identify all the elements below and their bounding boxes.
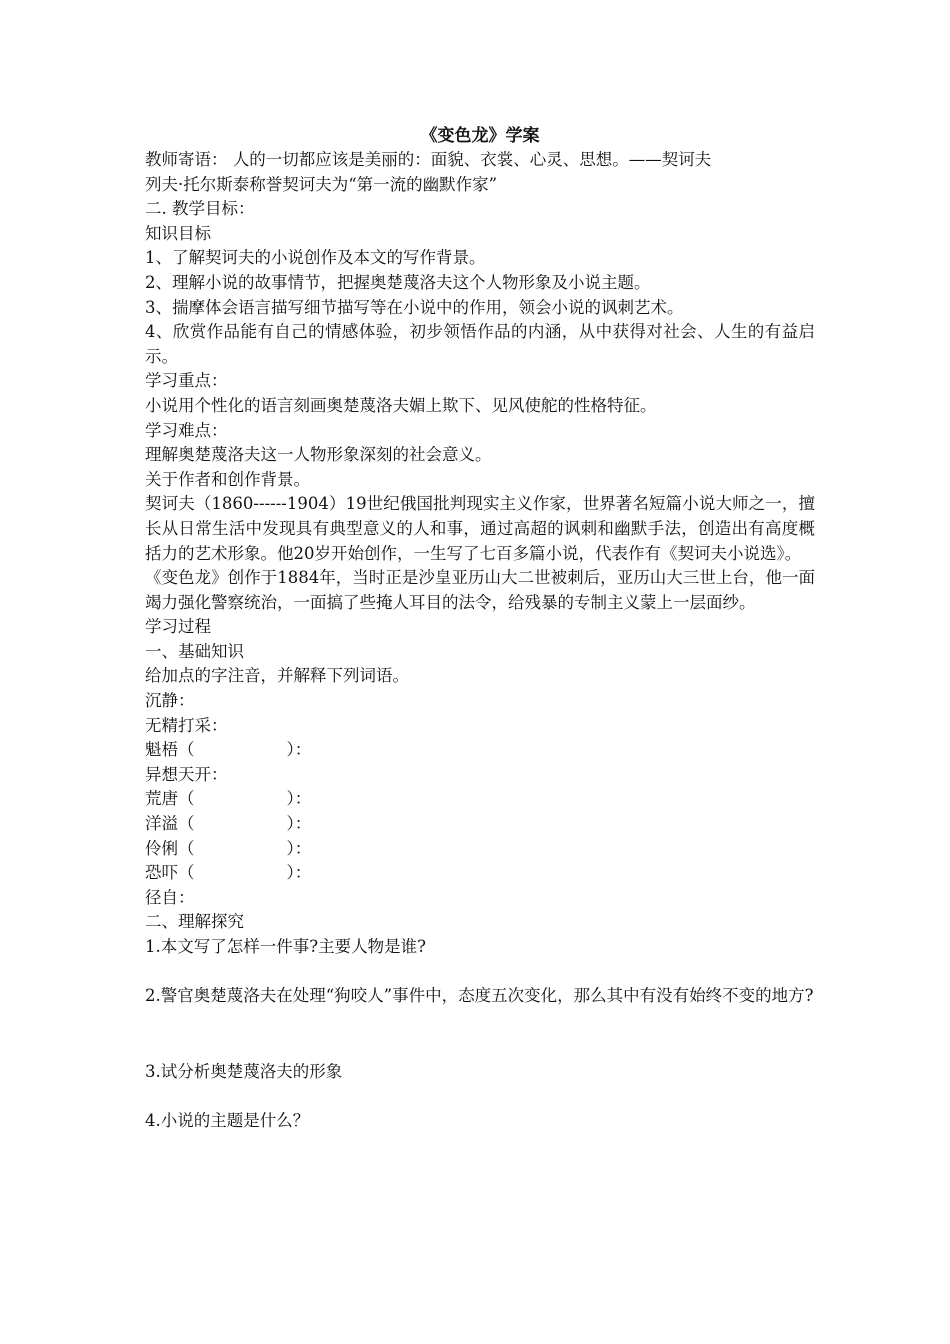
vocab-close: ）： [286, 789, 312, 809]
process-heading: 学习过程 [145, 617, 211, 637]
vocab-item [145, 738, 815, 763]
vocab-word: 洋溢（ [145, 814, 195, 834]
question-1: 1.本文写了怎样一件事?主要人物是谁? [145, 937, 426, 956]
author-paragraph: 契诃夫（1860------1904）19世纪俄国批判现实主义作家，世界著名短篇小说大师之一，擅长从日常生活中发现具有典型意义的人和事，通过高超的讽刺和幽默手法，创造出有高度概括力的艺术形象。他20岁开始创作，一生写了七百多篇小说，代表作有《契诃夫小说选》。 [145, 494, 815, 563]
background-heading: 关于作者和创作背景。 [145, 469, 310, 489]
vocab-close: ）： [286, 838, 312, 858]
background-paragraph: 《变色龙》创作于1884年，当时正是沙皇亚历山大二世被刺后，亚历山大三世上台，他一面竭力强化警察统治，一面搞了些掩人耳目的法令，给残暴的专制主义蒙上一层面纱。 [145, 568, 815, 612]
answer-space[interactable] [145, 1085, 815, 1109]
vocab-item [145, 763, 815, 788]
goal-item: 1、了解契诃夫的小说创作及本文的写作背景。 [145, 248, 486, 268]
vocab-word: 荒唐（ [145, 789, 195, 809]
vocab-item [145, 812, 815, 837]
teacher-message: 教师寄语： 人的一切都应该是美丽的：面貌、衣裳、心灵、思想。——契诃夫 [145, 150, 712, 169]
vocab-item [145, 787, 815, 812]
goal-item: 3、揣摩体会语言描写细节描写等在小说中的作用，领会小说的讽刺艺术。 [145, 297, 684, 317]
difficulty: 理解奥楚蔑洛夫这一人物形象深刻的社会意义。 [145, 445, 492, 465]
vocab-item [145, 886, 815, 911]
goal-item: 2、理解小说的故事情节，把握奥楚蔑洛夫这个人物形象及小说主题。 [145, 272, 651, 292]
tolstoy-quote: 列夫·托尔斯泰称誉契诃夫为“第一流的幽默作家” [145, 174, 498, 194]
vocab-word: 沉静： [145, 691, 195, 711]
question-3: 3.试分析奥楚蔑洛夫的形象 [145, 1062, 343, 1082]
vocab-word: 伶俐（ [145, 838, 195, 858]
goal-item: 4、欣赏作品能有自己的情感体验，初步领悟作品的内涵，从中获得对社会、人生的有益启示。 [145, 322, 815, 366]
knowledge-heading: 知识目标 [145, 223, 211, 243]
vocab-word: 魁梧（ [145, 740, 195, 760]
key-point: 小说用个性化的语言刻画奥楚蔑洛夫媚上欺下、见风使舵的性格特征。 [145, 395, 657, 415]
vocab-item [145, 837, 815, 862]
vocab-item [145, 689, 815, 714]
key-point-heading: 学习重点： [145, 371, 228, 391]
answer-space[interactable] [145, 1008, 815, 1060]
vocab-close: ）： [286, 740, 312, 760]
vocab-word: 恐吓（ [145, 863, 195, 883]
explore-heading: 二、理解探究 [145, 912, 244, 932]
vocab-close: ）： [286, 863, 312, 883]
vocab-instruction: 给加点的字注音，并解释下列词语。 [145, 666, 409, 686]
goals-heading: 二. 教学目标： [145, 199, 255, 219]
basic-heading: 一、基础知识 [145, 641, 244, 661]
vocab-word: 异想天开： [145, 764, 228, 784]
difficulty-heading: 学习难点： [145, 420, 228, 440]
question-4: 4.小说的主题是什么？ [145, 1110, 310, 1130]
vocab-close: ）： [286, 814, 312, 834]
vocab-word: 无精打采： [145, 715, 228, 735]
question-2: 2.警官奥楚蔑洛夫在处理“狗咬人”事件中，态度五次变化，那么其中有没有始终不变的地方? [145, 985, 814, 1005]
answer-space[interactable] [145, 960, 815, 984]
worksheet-page [145, 124, 815, 1133]
vocab-word: 径自： [145, 887, 195, 907]
worksheet-title: 《变色龙》学案 [420, 126, 540, 146]
vocab-item [145, 714, 815, 739]
vocab-item [145, 861, 815, 886]
